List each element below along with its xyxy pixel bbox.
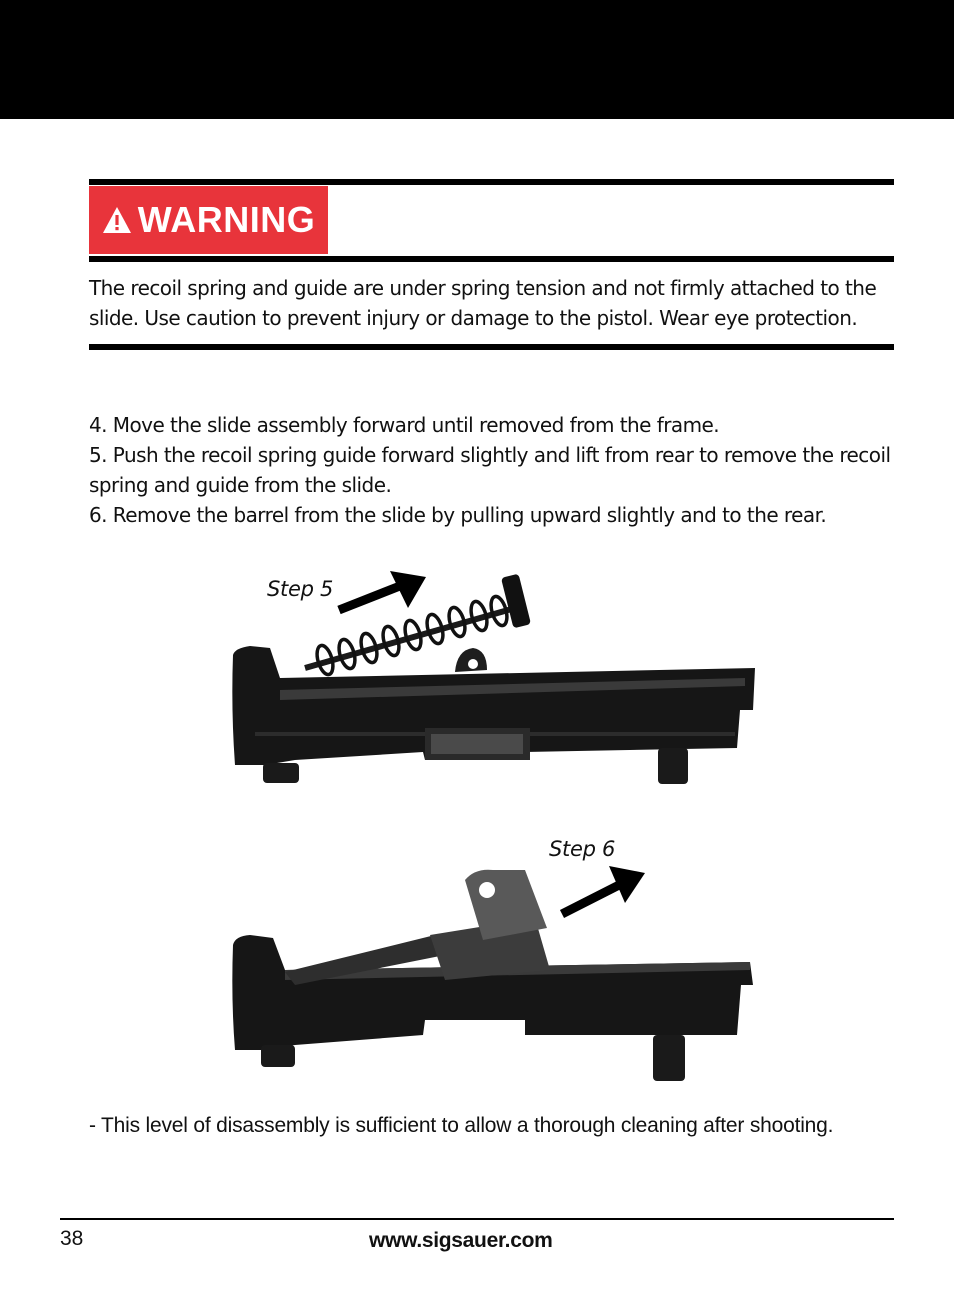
step-item-5: 5. Push the recoil spring guide forward slightly and lift from rear to remove the recoil spring and guide from the slide.: [89, 443, 891, 497]
step-item-4: 4. Move the slide assembly forward until removed from the frame.: [89, 413, 720, 437]
step5-label: Step 5: [267, 577, 334, 601]
footer-divider: [60, 1218, 894, 1220]
divider-top: [89, 179, 894, 185]
step5-arrow-icon: [339, 571, 426, 610]
warning-text: The recoil spring and guide are under spring tension and not firmly attached to the slide. Use caution to prevent injury or damage to the pistol. Wear eye protection.: [89, 276, 877, 330]
website-link[interactable]: www.sigsauer.com: [369, 1229, 553, 1252]
warning-label: WARNING: [137, 199, 316, 240]
cleaning-note: - This level of disassembly is sufficient to allow a thorough cleaning after shooting.: [89, 1114, 834, 1137]
slide-barrel-photo: [225, 840, 765, 1090]
warning-triangle-icon: [102, 206, 132, 234]
step-list: [89, 410, 899, 530]
divider-bottom: [89, 344, 894, 350]
header-band: [0, 0, 954, 119]
step-item-6: 6. Remove the barrel from the slide by pulling upward slightly and to the rear.: [89, 503, 827, 527]
page-number: 38: [60, 1227, 84, 1250]
step6-arrow-icon: [562, 866, 645, 914]
warning-banner: [89, 186, 328, 254]
divider-warning: [89, 256, 894, 262]
step6-label: Step 6: [549, 837, 616, 861]
